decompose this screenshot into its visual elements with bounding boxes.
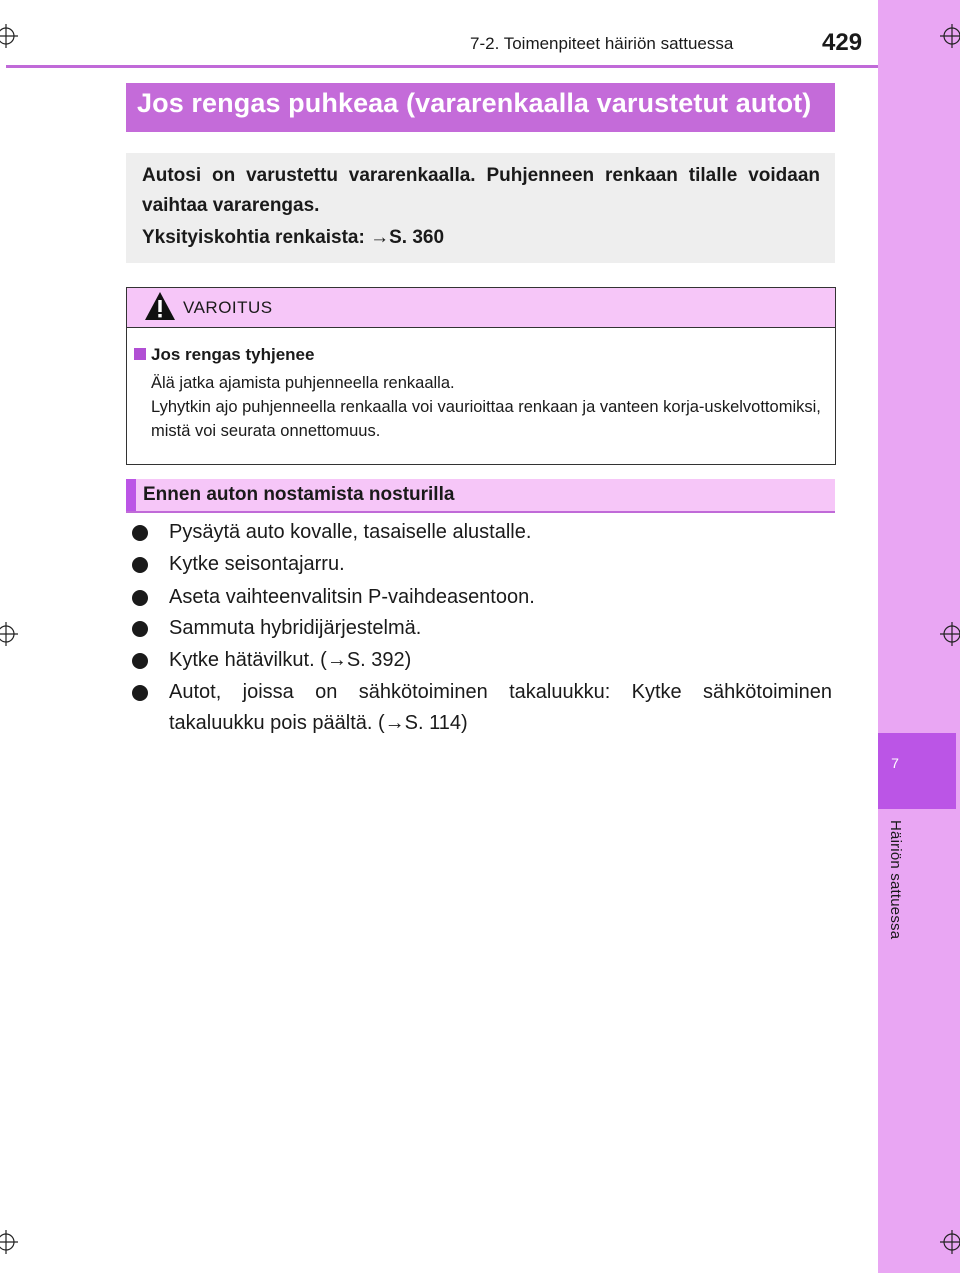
page-number: 429	[822, 29, 863, 56]
chapter-tab	[878, 733, 956, 809]
intro-paragraph: Autosi on varustettu vararenkaalla. Puhjenneen renkaan tilalle voidaan vaihtaa vararengas.	[142, 165, 820, 216]
list-item-text: Pysäytä auto kovalle, tasaiselle alustalle.	[169, 521, 532, 543]
chapter-label: Häiriön sattuessa	[887, 820, 904, 940]
section-rule	[126, 511, 835, 513]
crop-mark-icon	[940, 1230, 960, 1254]
bullet-icon	[132, 557, 148, 573]
list-item-text: Kytke hätävilkut. (→S. 392)	[169, 649, 412, 671]
crop-mark-icon	[940, 24, 960, 48]
list-item-text: Autot, joissa on sähkötoiminen takaluukku: Kytke sähkötoiminen takaluukku pois päältä. (→S. 114)	[169, 681, 832, 734]
crop-mark-icon	[0, 1230, 18, 1254]
list-item-text: Kytke seisontajarru.	[169, 553, 345, 575]
section-title: Ennen auton nostamista nosturilla	[143, 484, 455, 505]
list-item	[132, 517, 832, 548]
intro-details: Yksityiskohtia renkaista: →S. 360	[142, 227, 445, 248]
list-item-text: Sammuta hybridijärjestelmä.	[169, 617, 422, 639]
warning-body	[151, 371, 827, 443]
warning-line: Älä jatka ajamista puhjenneella renkaalla.	[151, 374, 455, 392]
list-item	[132, 677, 832, 739]
list-item	[132, 549, 832, 580]
chapter-number: 7	[891, 755, 899, 771]
warning-triangle-icon	[144, 291, 176, 321]
running-head: 7-2. Toimenpiteet häiriön sattuessa	[470, 34, 734, 53]
warning-subheading: Jos rengas tyhjenee	[151, 345, 315, 364]
crop-mark-icon	[940, 622, 960, 646]
header-rule	[6, 65, 878, 68]
section-accent-bar	[126, 479, 136, 512]
bullet-icon	[132, 590, 148, 606]
bullet-icon	[132, 525, 148, 541]
bullet-icon	[132, 621, 148, 637]
page-title: Jos rengas puhkeaa (vararenkaalla varustetut autot)	[137, 88, 812, 118]
bullet-icon	[132, 653, 148, 669]
bullet-icon	[132, 685, 148, 701]
warning-title: VAROITUS	[183, 298, 273, 317]
list-item	[132, 645, 832, 676]
list-item	[132, 613, 832, 644]
crop-mark-icon	[0, 24, 18, 48]
crop-mark-icon	[0, 622, 18, 646]
list-item	[132, 582, 832, 613]
warning-line: Lyhytkin ajo puhjenneella renkaalla voi vaurioittaa renkaan ja vanteen korja-uskelvottomiksi, mistä voi seurata onnettomuus.	[151, 398, 821, 440]
list-item-text: Aseta vaihteenvalitsin P-vaihdeasentoon.	[169, 586, 535, 608]
square-bullet-icon	[134, 348, 146, 360]
